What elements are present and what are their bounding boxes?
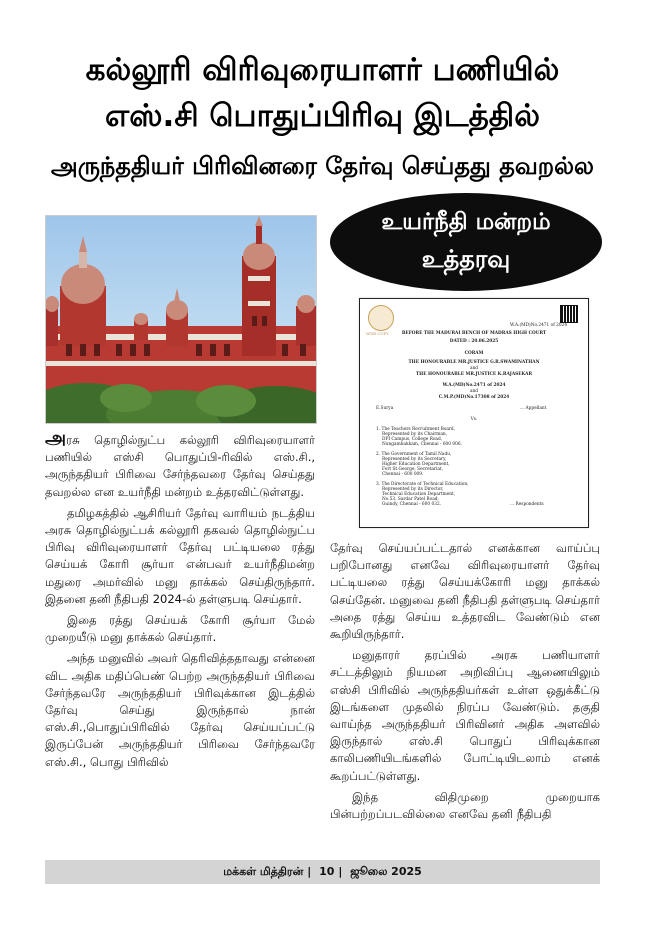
qr-code-icon (560, 305, 578, 323)
high-court-building-illustration (46, 216, 316, 423)
doc-respondent-1-line-4: Nungambakkam, Chennai - 600 006. (382, 442, 462, 447)
doc-heading: BEFORE THE MADURAI BENCH OF MADRAS HIGH COURT (401, 331, 547, 336)
doc-appellant-role: ... Appellant (520, 406, 547, 411)
doc-respondent-2-line-2: Represented by its Secretary, (382, 457, 447, 462)
article-paragraph-6: மனுதாரர் தரப்பில் அரசு பணியாளர் சட்டத்திலும் நியமன அறிவிப்பு ஆணையிலும் எஸ்சி பிரிவில் அருந்ததியர்கள் உள்ள ஒதுக்கீட்டு இடங்களை முதலில் நிரப்ப வேண்டும். தகுதி வாய்ந்த அருந்ததியர் பிரிவினர் அதிக அளவில் இருந்தால் எஸ்.சி பொதுப் பிரிவுக்கான காலிபணியிடங்களில் போட்டியிடலாம் எனக் கூறப்பட்டுள்ளது. (330, 648, 600, 783)
doc-reference: W.A.(MD)No.2471 of 2024 (510, 323, 568, 328)
emblem-seal-icon (368, 305, 394, 331)
doc-respondent-2-line-1: 2. The Government of Tamil Nadu, (376, 452, 452, 457)
doc-respondent-2-line-4: Fort St.George, Secretariat, (382, 467, 444, 472)
high-court-photo (45, 215, 317, 424)
doc-respondent-2-line-3: Higher Education Department, (382, 462, 450, 467)
article-paragraph-1 (45, 427, 315, 501)
doc-respondent-1-line-2: Represented by its Chairman, (382, 432, 448, 437)
doc-and-1: and (469, 366, 479, 371)
doc-respondent-1-line-3: DPI Campus, College Road, (382, 437, 443, 442)
doc-respondent-1-line-1: 1. The Teachers Recruitment Board, (376, 427, 456, 432)
article-paragraph-4: அந்த மனுவில் அவர் தெரிவித்ததாவது என்னை விட அதிக மதிப்பெண் பெற்ற அருந்ததியர் பிரிவை சேர்ந்தவரே அருந்ததியர் பிரிவுக்கான இடத்தில் தேர்வு செய்து இருந்தால் நான் எஸ்.சி.,பொதுப்பிரிவில் தேர்வு செய்யப்பட்டு இருப்பேன் அருந்ததியர் பிரிவை சேர்ந்தவரே எஸ்.சி., பொது பிரிவில் (45, 651, 315, 769)
web-copy-watermark: WEB COPY (366, 331, 389, 336)
doc-respondent-3-line-4: No.53, Sardar Patel Road, (382, 497, 439, 502)
doc-and-2: and (469, 389, 479, 394)
doc-case-1: W.A.(MD)No.2471 of 2024 (442, 383, 506, 388)
footer-publication: மக்கள் மித்திரன் (223, 865, 304, 878)
article-right-column (330, 540, 600, 827)
doc-respondent-3-line-2: Represented by its Director, (382, 487, 444, 492)
badge-line-1: உயர்நீதி மன்றம் (381, 209, 551, 235)
footer-issue: ஜூலை 2025 (350, 865, 422, 878)
headline-line-2: எஸ்.சி பொதுப்பிரிவு இடத்தில் (105, 98, 540, 134)
court-order-badge (330, 193, 602, 291)
court-order-document (359, 298, 589, 528)
article-paragraph-2: தமிழகத்தில் ஆசிரியர் தேர்வு வாரியம் நடத்திய அரசு தொழில்நுட்பக் கல்லூரி தகவல் தொழில்நுட்ப பிரிவு விரிவுரையாளர் தேர்வு பட்டியலை ரத்து செய்யக் கோரி சூர்யா என்பவர் உயர்நீதிமன்ற மதுரை அமர்வில் மனு தாக்கல் செய்திருந்தார். இதனை தனி நீதிபதி 2024-ல் தள்ளுபடி செய்தார். (45, 505, 315, 606)
page-footer: மக்கள் மித்திரன் | 10 | ஜூலை 2025 (45, 860, 600, 884)
badge-line-2: உத்தரவு (421, 245, 511, 273)
doc-respondent-3-line-5: Guindy, Chennai - 600 032. (382, 502, 442, 507)
article-dropcap: அ (45, 427, 67, 449)
doc-appellant: E.Surya (376, 406, 394, 411)
article-paragraph-1-text: ரசு தொழில்நுட்ப கல்லூரி விரிவுரையாளர் பணியில் எஸ்சி பொதுப்பி-ரிவில் எஸ்.சி., அருந்ததியர் பிரிவை சேர்ந்தவரை தேர்வு செய்தது தவறல்ல என உயர்நீதி மன்றம் உத்தரவிட்டுள்ளது. (45, 433, 315, 499)
article-paragraph-3: இதை ரத்து செய்யக் கோரி சூர்யா மேல் முறையீடு மனு தாக்கல் செய்தார். (45, 613, 315, 645)
article-left-column (45, 427, 315, 775)
doc-dated: DATED : 20.06.2025 (449, 339, 499, 344)
doc-respondent-2-line-5: Chennai - 600 009. (382, 472, 424, 477)
doc-judge-1: THE HONOURABLE MR.JUSTICE G.R.SWAMINATHAN (408, 360, 540, 365)
headline-line-1: கல்லூரி விரிவுரையாளர் பணியில் (85, 52, 560, 88)
doc-respondent-3-line-1: 3. The Directorate of Technical Education, (376, 482, 469, 487)
article-paragraph-5: தேர்வு செய்யப்பட்டதால் எனக்கான வாய்ப்பு பறிபோனது எனவே விரிவுரையாளர் தேர்வு பட்டியலை ரத்து செய்யக்கோரி மனு தாக்கல் செய்தேன். மனுவை தனி நீதிபதி தள்ளுபடி செய்தார் அதை ரத்து செய்ய உத்தரவிட வேண்டும் என கூறியிருந்தார். (330, 541, 600, 642)
doc-judge-2: THE HONOURABLE MR.JUSTICE K.RAJASEKAR (415, 372, 533, 377)
footer-page-number: 10 (319, 865, 335, 878)
headline-line-3: அருந்ததியர் பிரிவினரை தேர்வு செய்தது தவறல்ல (51, 152, 594, 180)
doc-respondents-role: ... Respondents (510, 502, 544, 507)
doc-coram: CORAM (464, 351, 484, 356)
doc-versus: Vs. (470, 417, 478, 422)
article-paragraph-7: இந்த விதிமுறை முறையாக பின்பற்றப்படவில்லை எனவே தனி நீதிபதி (330, 789, 600, 822)
doc-case-2: C.M.P.(MD)No.17308 of 2024 (438, 395, 510, 400)
doc-respondent-3-line-3: Technical Education Department, (382, 492, 456, 497)
